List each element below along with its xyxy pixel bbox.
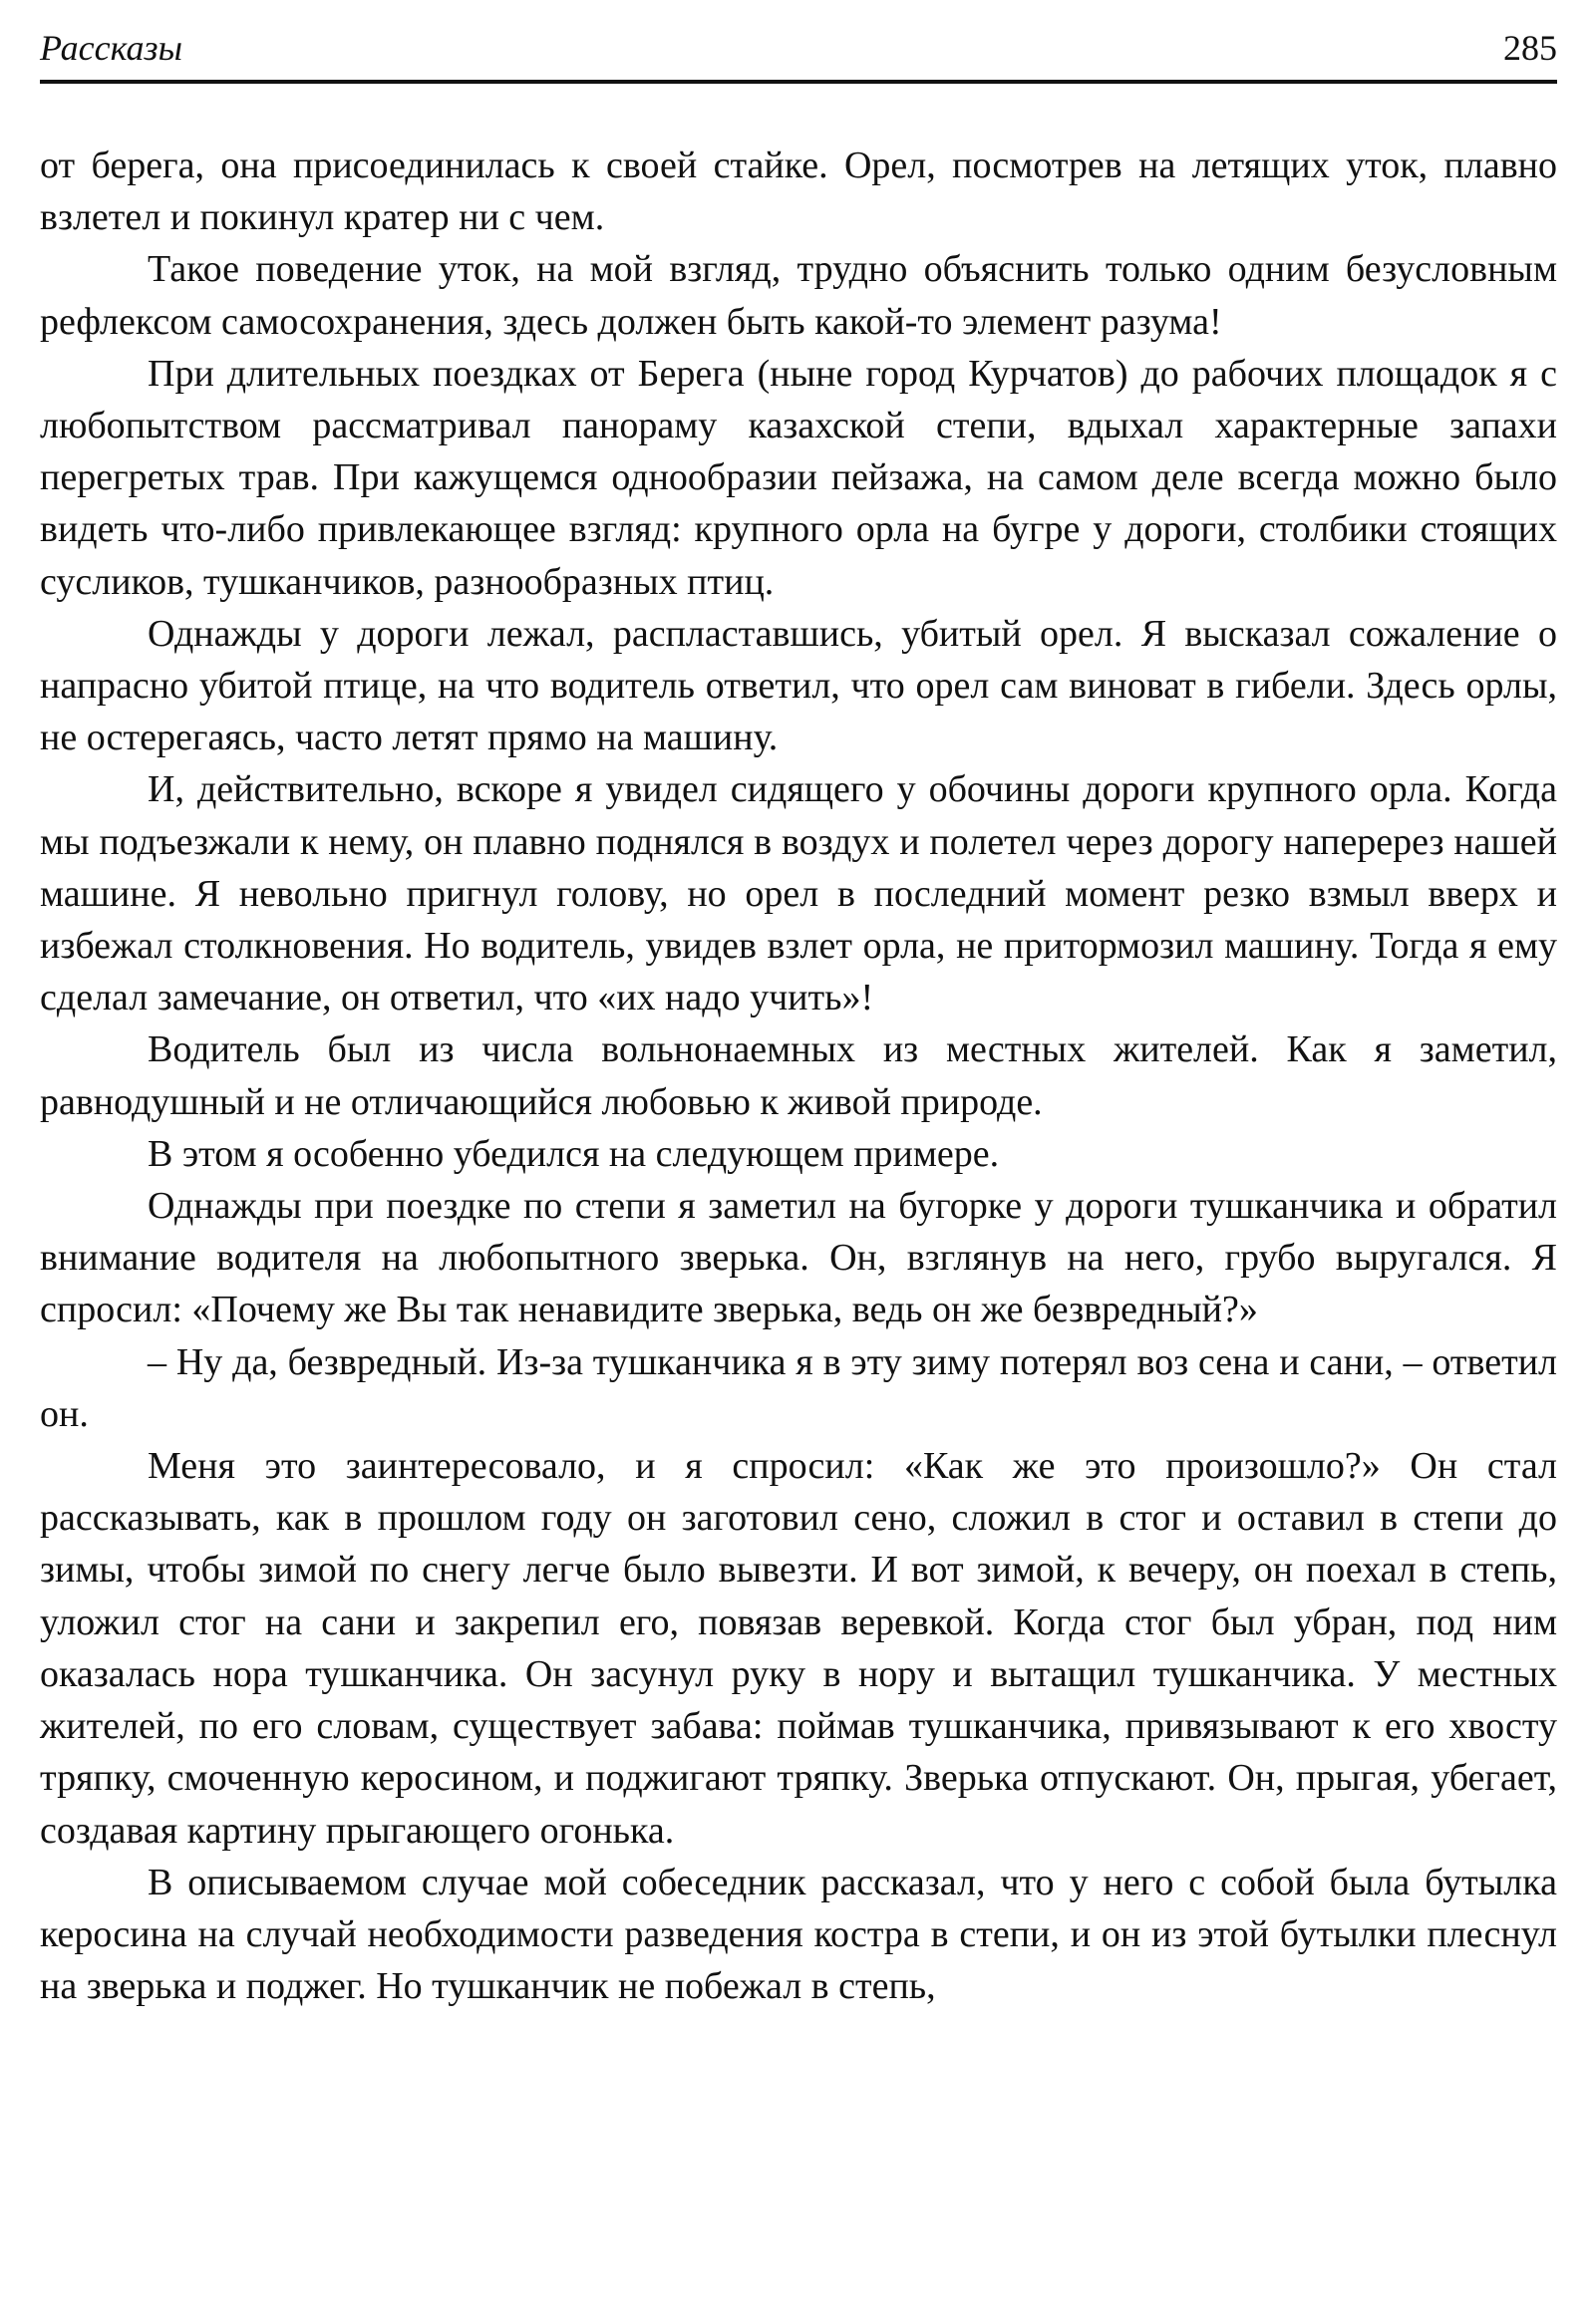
paragraph: Однажды при поездке по степи я заметил на бугорке у дороги тушканчика и обратил внимание водителя на любопытного зверька. Он, взглянув на него, грубо выругался. Я спросил: «Почему же Вы так ненавидите зверька, ведь он же безвредный?»: [40, 1185, 1557, 1331]
body-text: [40, 140, 1557, 2012]
page-number: 285: [1503, 28, 1557, 68]
paragraph: Меня это заинтересовало, и я спросил: «Как же это произошло?» Он стал рассказывать, как в прошлом году он заготовил сено, сложил в стог и оставил в степи до зимы, чтобы зимой по снегу легче было вывезти. И вот зимой, к вечеру, он поехал в степь, уложил стог на сани и закрепил его, повязав веревкой. Когда стог был убран, под ним оказалась нора тушканчика. Он засунул руку в нору и вытащил тушканчика. У местных жителей, по его словам, существует забава: поймав тушканчика, привязывают к его хвосту тряпку, смоченную керосином, и поджигают тряпку. Зверька отпускают. Он, прыгая, убегает, создавая картину прыгающего огонька.: [40, 1445, 1557, 1852]
header-rule: [40, 80, 1557, 84]
section-title: Рассказы: [40, 28, 182, 68]
paragraph: И, действительно, вскоре я увидел сидящего у обочины дороги крупного орла. Когда мы подъезжали к нему, он плавно поднялся в воздух и полетел через дорогу наперерез нашей машине. Я невольно пригнул голову, но орел в последний момент резко взмыл вверх и избежал столкновения. Но водитель, увидев взлет орла, не притормозил машину. Тогда я ему сделал замечание, он ответил, что «их надо учить»!: [40, 768, 1557, 1019]
paragraph: Такое поведение уток, на мой взгляд, трудно объяснить только одним безусловным рефлексом самосохранения, здесь должен быть какой-то элемент разума!: [40, 248, 1557, 343]
paragraph: от берега, она присоединилась к своей стайке. Орел, посмотрев на летящих уток, плавно взлетел и покинул кратер ни с чем.: [40, 145, 1557, 239]
paragraph: При длительных поездках от Берега (ныне город Курчатов) до рабочих площадок я с любопытством рассматривал панораму казахской степи, вдыхал характерные запахи перегретых трав. При кажущемся однообразии пейзажа, на самом деле всегда можно было видеть что-либо привлекающее взгляд: крупного орла на бугре у дороги, столбики стоящих сусликов, тушканчиков, разнообразных птиц.: [40, 352, 1557, 603]
paragraph: Водитель был из числа вольнонаемных из местных жителей. Как я заметил, равнодушный и не отличающийся любовью к живой природе.: [40, 1028, 1557, 1123]
paragraph: В описываемом случае мой собеседник рассказал, что у него с собой была бутылка керосина на случай необходимости разведения костра в степи, и он из этой бутылки плеснул на зверька и поджег. Но тушканчик не побежал в степь,: [40, 1861, 1557, 2008]
running-head: [40, 26, 1557, 70]
paragraph: В этом я особенно убедился на следующем примере.: [148, 1132, 1000, 1175]
book-page: [40, 0, 1557, 2324]
paragraph: Однажды у дороги лежал, распластавшись, убитый орел. Я высказал сожаление о напрасно убитой птице, на что водитель ответил, что орел сам виноват в гибели. Здесь орлы, не остерегаясь, часто летят прямо на машину.: [40, 612, 1557, 759]
paragraph: – Ну да, безвредный. Из-за тушканчика я в эту зиму потерял воз сена и сани, – ответил он.: [40, 1340, 1557, 1435]
